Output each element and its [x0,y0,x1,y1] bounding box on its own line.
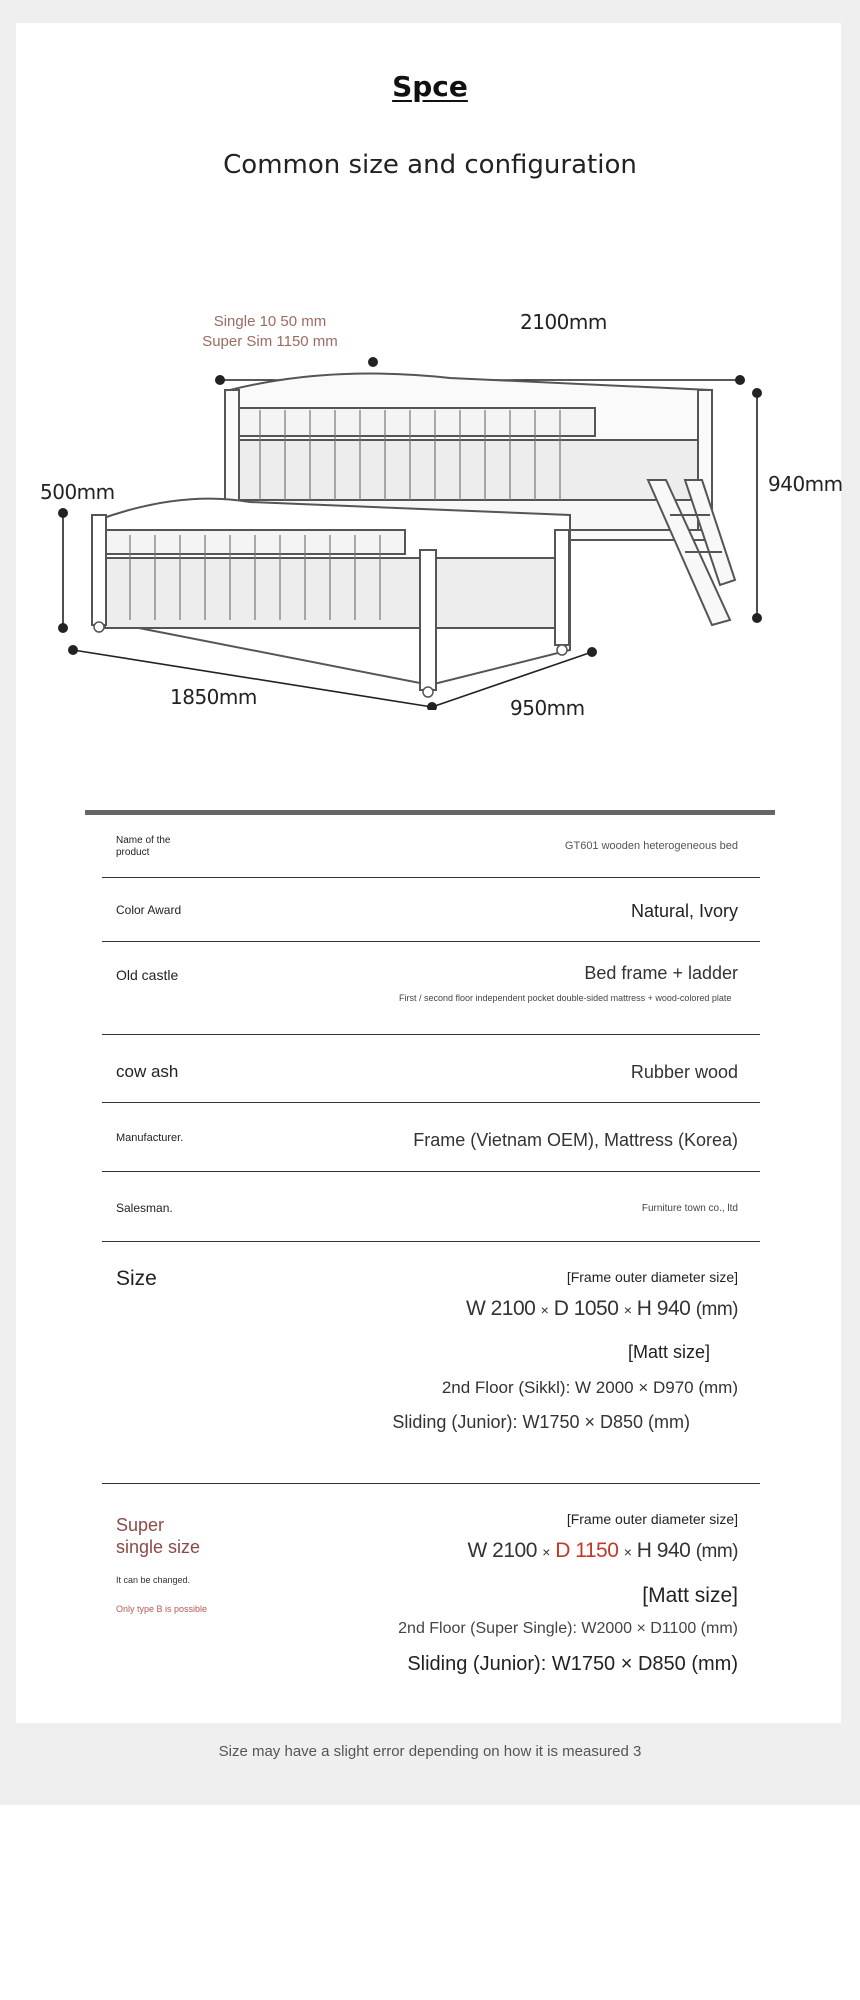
product-value: GT601 wooden heterogeneous bed [564,840,738,852]
dim-height-lower-label: 500mm [40,480,115,504]
ash-label: cow ash [116,1062,179,1081]
dim-depth-label: 950mm [510,696,585,720]
color-label: Color Award [116,903,182,917]
manufacturer-value: Frame (Vietnam OEM), Mattress (Korea) [413,1130,738,1150]
spec-row-color [102,877,760,942]
super-frame-dims [468,1539,739,1563]
castle-value: Bed frame + ladder [584,963,738,983]
dim-width-label: 2100mm [520,310,607,334]
dim-dot [68,645,78,655]
spec-row-super-single [102,1483,760,1703]
caster-wheel [423,687,433,697]
size-label: Size [116,1267,157,1290]
lower-bed-post-left [92,515,106,625]
size-second-floor: 2nd Floor (Sikkl): W 2000 × D970 (mm) [441,1378,738,1397]
frame-width: W 2100 [467,1539,537,1562]
product-label: Name of the product [116,835,171,858]
times-sign: × [623,1544,632,1560]
dim-dot [587,647,597,657]
super-matt-heading: [Matt size] [642,1584,738,1607]
super-single-label-2: single size [116,1537,201,1557]
spec-row-castle [102,941,760,1035]
salesman-label: Salesman. [116,1201,173,1215]
super-sliding: Sliding (Junior): W1750 × D850 (mm) [407,1653,738,1675]
dim-dot [58,508,68,518]
dim-dot [752,613,762,623]
spec-row-salesman [102,1171,760,1242]
ash-value: Rubber wood [630,1062,738,1082]
upper-bed-mattress [235,440,705,500]
size-frame-heading: [Frame outer diameter size] [566,1269,738,1285]
size-sliding: Sliding (Junior): W1750 × D850 (mm) [392,1412,690,1432]
dim-dot [215,375,225,385]
frame-height: H 940 [636,1297,691,1320]
dim-dot [58,623,68,633]
unit-label: (mm) [695,1299,738,1320]
color-value: Natural, Ivory [630,901,738,921]
times-sign: × [623,1302,632,1318]
lower-bed-post-front [420,550,436,690]
size-frame-dims [466,1297,738,1321]
dim-length-label: 1850mm [170,685,257,709]
lower-bed-mattress [105,558,565,628]
size-matt-heading: [Matt size] [627,1342,710,1362]
manufacturer-label: Manufacturer. [116,1132,184,1144]
caster-wheel [94,622,104,632]
dim-single-line-1: Single 10 50 mm [213,313,327,330]
dim-single-label [190,312,350,352]
measurement-disclaimer: Size may have a slight error depending on how it is measured 3 [218,1743,642,1760]
spec-row-ash [102,1034,760,1103]
dim-dot [735,375,745,385]
super-frame-heading: [Frame outer diameter size] [566,1511,738,1527]
frame-depth: D 1050 [553,1297,619,1320]
salesman-value: Furniture town co., ltd [641,1203,738,1214]
times-sign: × [542,1544,550,1560]
page-title: Spce [392,70,468,103]
dim-height-upper-label: 940mm [768,472,843,496]
frame-width: W 2100 [465,1297,536,1320]
frame-depth-highlight: D 1150 [555,1539,619,1562]
super-single-label-1: Super [116,1515,165,1535]
unit-label: (mm) [695,1541,738,1562]
dim-single-line-2: Super Sim 1150 mm [202,333,338,350]
page-subtitle: Common size and configuration [223,150,637,180]
caster-wheel [557,645,567,655]
castle-note: First / second floor independent pocket double-sided mattress + wood-colored plate [399,993,732,1003]
lower-bed-post-right [555,530,569,645]
dim-dot [368,357,378,367]
castle-label: Old castle [116,967,179,983]
dim-dot [752,388,762,398]
super-second-floor: 2nd Floor (Super Single): W2000 × D1100 (mm) [398,1620,738,1637]
frame-height: H 940 [636,1539,691,1562]
ladder [648,480,735,625]
spec-row-product [102,815,760,878]
super-single-note-1: It can be changed. [116,1575,191,1585]
spec-row-manufacturer [102,1102,760,1172]
spec-row-size [102,1241,760,1484]
upper-bed-rail [235,408,595,436]
times-sign: × [540,1302,549,1318]
dim-dot [427,702,437,710]
super-single-note-2: Only type B is possible [116,1604,208,1614]
bed-dimension-diagram [30,290,830,710]
